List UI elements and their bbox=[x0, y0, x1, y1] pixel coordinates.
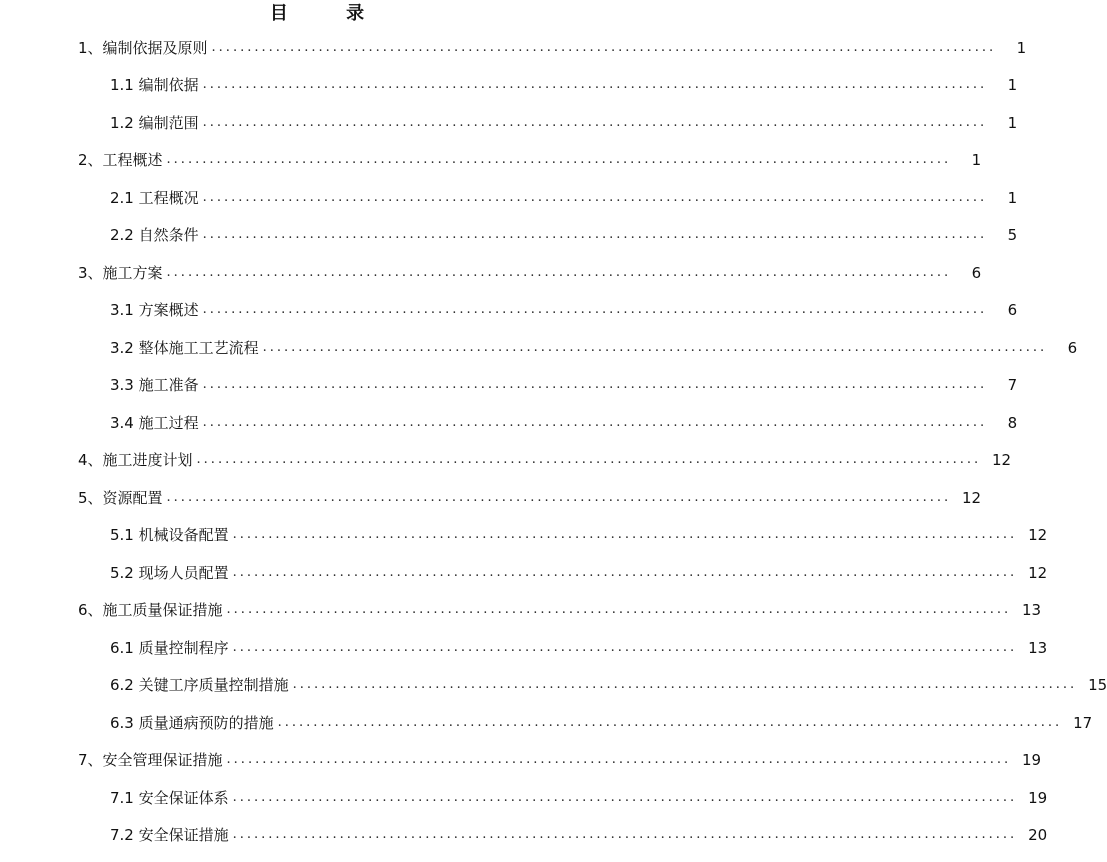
toc-page-number: 13 bbox=[1028, 638, 1048, 657]
toc-entry-label: 2.1 工程概况 bbox=[110, 188, 199, 207]
toc-entry-label: 1.1 编制依据 bbox=[110, 76, 199, 95]
toc-entry-label: 5.1 机械设备配置 bbox=[110, 526, 229, 545]
toc-dot-leader: .............................................................................................................. bbox=[166, 152, 952, 168]
toc-entry[interactable] bbox=[0, 329, 1078, 367]
toc-entry[interactable] bbox=[0, 179, 1018, 217]
toc-entry-label: 5、资源配置 bbox=[78, 488, 163, 507]
toc-entry-label: 1、编制依据及原则 bbox=[78, 38, 208, 57]
toc-entry[interactable] bbox=[0, 479, 982, 517]
toc-page-number: 6 bbox=[971, 263, 982, 282]
toc-entry-label: 1.2 编制范围 bbox=[110, 113, 199, 132]
toc-dot-leader: .............................................................................................................. bbox=[202, 189, 988, 205]
toc-entry[interactable] bbox=[0, 817, 1048, 855]
toc-page-number: 1 bbox=[1007, 113, 1018, 132]
toc-entry[interactable] bbox=[0, 517, 1048, 555]
toc-entry-label: 4、施工进度计划 bbox=[78, 451, 193, 470]
toc-page-number: 19 bbox=[1022, 751, 1042, 770]
toc-dot-leader: .............................................................................................................. bbox=[202, 302, 988, 318]
toc-dot-leader: .............................................................................................................. bbox=[202, 414, 988, 430]
toc-entry[interactable] bbox=[0, 442, 1012, 480]
toc-page-number: 12 bbox=[1028, 526, 1048, 545]
toc-dot-leader: .............................................................................................................. bbox=[202, 377, 988, 393]
toc-entry-label: 6、施工质量保证措施 bbox=[78, 601, 223, 620]
toc-entry-label: 5.2 现场人员配置 bbox=[110, 563, 229, 582]
toc-entry-label: 3.2 整体施工工艺流程 bbox=[110, 338, 259, 357]
toc-entry[interactable] bbox=[0, 742, 1042, 780]
toc-entry[interactable] bbox=[0, 29, 1027, 67]
toc-page-number: 12 bbox=[1028, 563, 1048, 582]
toc-page-number: 19 bbox=[1028, 788, 1048, 807]
toc-page-number: 12 bbox=[992, 451, 1012, 470]
toc-title: 目 录 bbox=[269, 3, 391, 24]
toc-dot-leader: .............................................................................................................. bbox=[196, 452, 982, 468]
toc-page-number: 15 bbox=[1088, 676, 1107, 695]
toc-entry[interactable] bbox=[0, 142, 982, 180]
toc-page-number: 6 bbox=[1007, 301, 1018, 320]
toc-entry[interactable] bbox=[0, 704, 1093, 742]
toc-entry[interactable] bbox=[0, 217, 1018, 255]
toc-dot-leader: .............................................................................................................. bbox=[166, 489, 952, 505]
toc-dot-leader: .............................................................................................................. bbox=[226, 752, 1012, 768]
toc-entry[interactable] bbox=[0, 292, 1018, 330]
toc-page-number: 12 bbox=[962, 488, 982, 507]
toc-entry-label: 2、工程概述 bbox=[78, 151, 163, 170]
toc-dot-leader: .............................................................................................................. bbox=[277, 714, 1063, 730]
toc-dot-leader: .............................................................................................................. bbox=[232, 527, 1018, 543]
toc-entry-label: 6.3 质量通病预防的措施 bbox=[110, 713, 274, 732]
toc-entry-label: 7、安全管理保证措施 bbox=[78, 751, 223, 770]
toc-page-number: 8 bbox=[1007, 413, 1018, 432]
toc-page-number: 5 bbox=[1007, 226, 1018, 245]
toc-page-number: 1 bbox=[1007, 188, 1018, 207]
toc-entry[interactable] bbox=[0, 667, 1107, 705]
toc-entry[interactable] bbox=[0, 67, 1018, 105]
toc-dot-leader: .............................................................................................................. bbox=[202, 114, 988, 130]
toc-entry[interactable] bbox=[0, 367, 1018, 405]
toc-dot-leader: .............................................................................................................. bbox=[232, 639, 1018, 655]
toc-page-number: 1 bbox=[1007, 76, 1018, 95]
toc-entry-label: 6.2 关键工序质量控制措施 bbox=[110, 676, 289, 695]
toc-page-number: 1 bbox=[1016, 38, 1027, 57]
toc-entry[interactable] bbox=[0, 554, 1048, 592]
toc-entry-label: 6.1 质量控制程序 bbox=[110, 638, 229, 657]
toc-entry[interactable] bbox=[0, 104, 1018, 142]
toc-page-number: 6 bbox=[1067, 338, 1078, 357]
toc-page-number: 7 bbox=[1007, 376, 1018, 395]
toc-page-number: 20 bbox=[1028, 826, 1048, 845]
toc-entry-label: 7.1 安全保证体系 bbox=[110, 788, 229, 807]
toc-page-number: 13 bbox=[1022, 601, 1042, 620]
toc-entry-label: 7.2 安全保证措施 bbox=[110, 826, 229, 845]
toc-dot-leader: .............................................................................................................. bbox=[226, 602, 1012, 618]
toc-dot-leader: .............................................................................................................. bbox=[211, 39, 997, 55]
toc-entry-label: 3、施工方案 bbox=[78, 263, 163, 282]
toc-dot-leader: .............................................................................................................. bbox=[232, 789, 1018, 805]
toc-page-number: 17 bbox=[1073, 713, 1093, 732]
toc-list bbox=[0, 29, 1107, 854]
toc-dot-leader: .............................................................................................................. bbox=[232, 827, 1018, 843]
toc-entry[interactable] bbox=[0, 779, 1048, 817]
toc-entry-label: 3.1 方案概述 bbox=[110, 301, 199, 320]
toc-page-number: 1 bbox=[971, 151, 982, 170]
toc-entry[interactable] bbox=[0, 592, 1042, 630]
toc-dot-leader: .............................................................................................................. bbox=[166, 264, 952, 280]
toc-dot-leader: .............................................................................................................. bbox=[202, 77, 988, 93]
toc-entry[interactable] bbox=[0, 629, 1048, 667]
toc-dot-leader: .............................................................................................................. bbox=[202, 227, 988, 243]
toc-dot-leader: .............................................................................................................. bbox=[262, 339, 1048, 355]
toc-entry[interactable] bbox=[0, 254, 982, 292]
toc-entry[interactable] bbox=[0, 404, 1018, 442]
toc-entry-label: 3.3 施工准备 bbox=[110, 376, 199, 395]
toc-dot-leader: .............................................................................................................. bbox=[232, 564, 1018, 580]
toc-entry-label: 2.2 自然条件 bbox=[110, 226, 199, 245]
toc-dot-leader: .............................................................................................................. bbox=[292, 677, 1078, 693]
toc-entry-label: 3.4 施工过程 bbox=[110, 413, 199, 432]
